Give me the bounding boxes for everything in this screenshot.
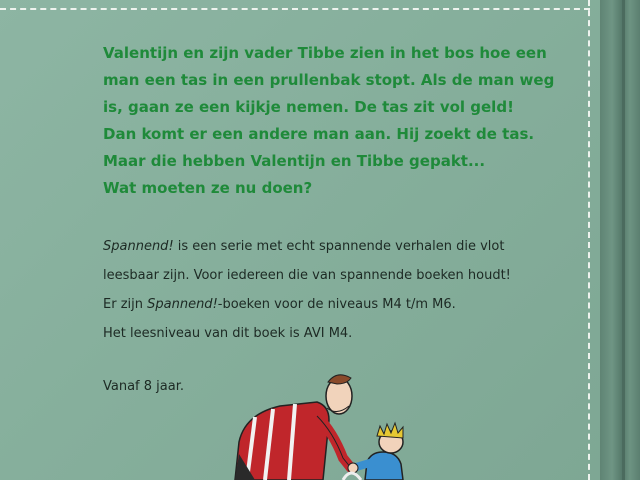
- info-text: is een serie met echt spannende verhalen die vlot: [173, 239, 505, 254]
- blurb-line: Dan komt er een andere man aan. Hij zoekt de tas.: [103, 125, 535, 143]
- book-spine: [600, 0, 640, 480]
- series-name: Spannend!: [147, 297, 218, 312]
- blurb-line: Wat moeten ze nu doen?: [103, 179, 313, 197]
- series-info: [103, 232, 573, 348]
- info-line: [103, 290, 573, 319]
- info-text: -boeken voor de niveaus M4 t/m M6.: [217, 297, 456, 312]
- dashed-border-top: [0, 8, 590, 10]
- dashed-border-right: [588, 0, 590, 480]
- blurb-line: man een tas in een prullenbak stopt. Als de man weg: [103, 71, 555, 89]
- info-line: [103, 232, 573, 261]
- info-line: Het leesniveau van dit boek is AVI M4.: [103, 326, 353, 341]
- story-blurb: [103, 40, 573, 202]
- series-name: Spannend!: [103, 239, 174, 254]
- blurb-line: is, gaan ze een kijkje nemen. De tas zit vol geld!: [103, 98, 514, 116]
- age-recommendation: Vanaf 8 jaar.: [103, 379, 184, 394]
- blurb-line: Valentijn en zijn vader Tibbe zien in het bos hoe een: [103, 44, 547, 62]
- blurb-line: Maar die hebben Valentijn en Tibbe gepakt...: [103, 152, 486, 170]
- spine-edge: [622, 0, 625, 480]
- info-text: Er zijn: [103, 297, 148, 312]
- father-and-child-illustration-icon: [225, 372, 425, 480]
- info-line: leesbaar zijn. Voor iedereen die van spannende boeken houdt!: [103, 268, 511, 283]
